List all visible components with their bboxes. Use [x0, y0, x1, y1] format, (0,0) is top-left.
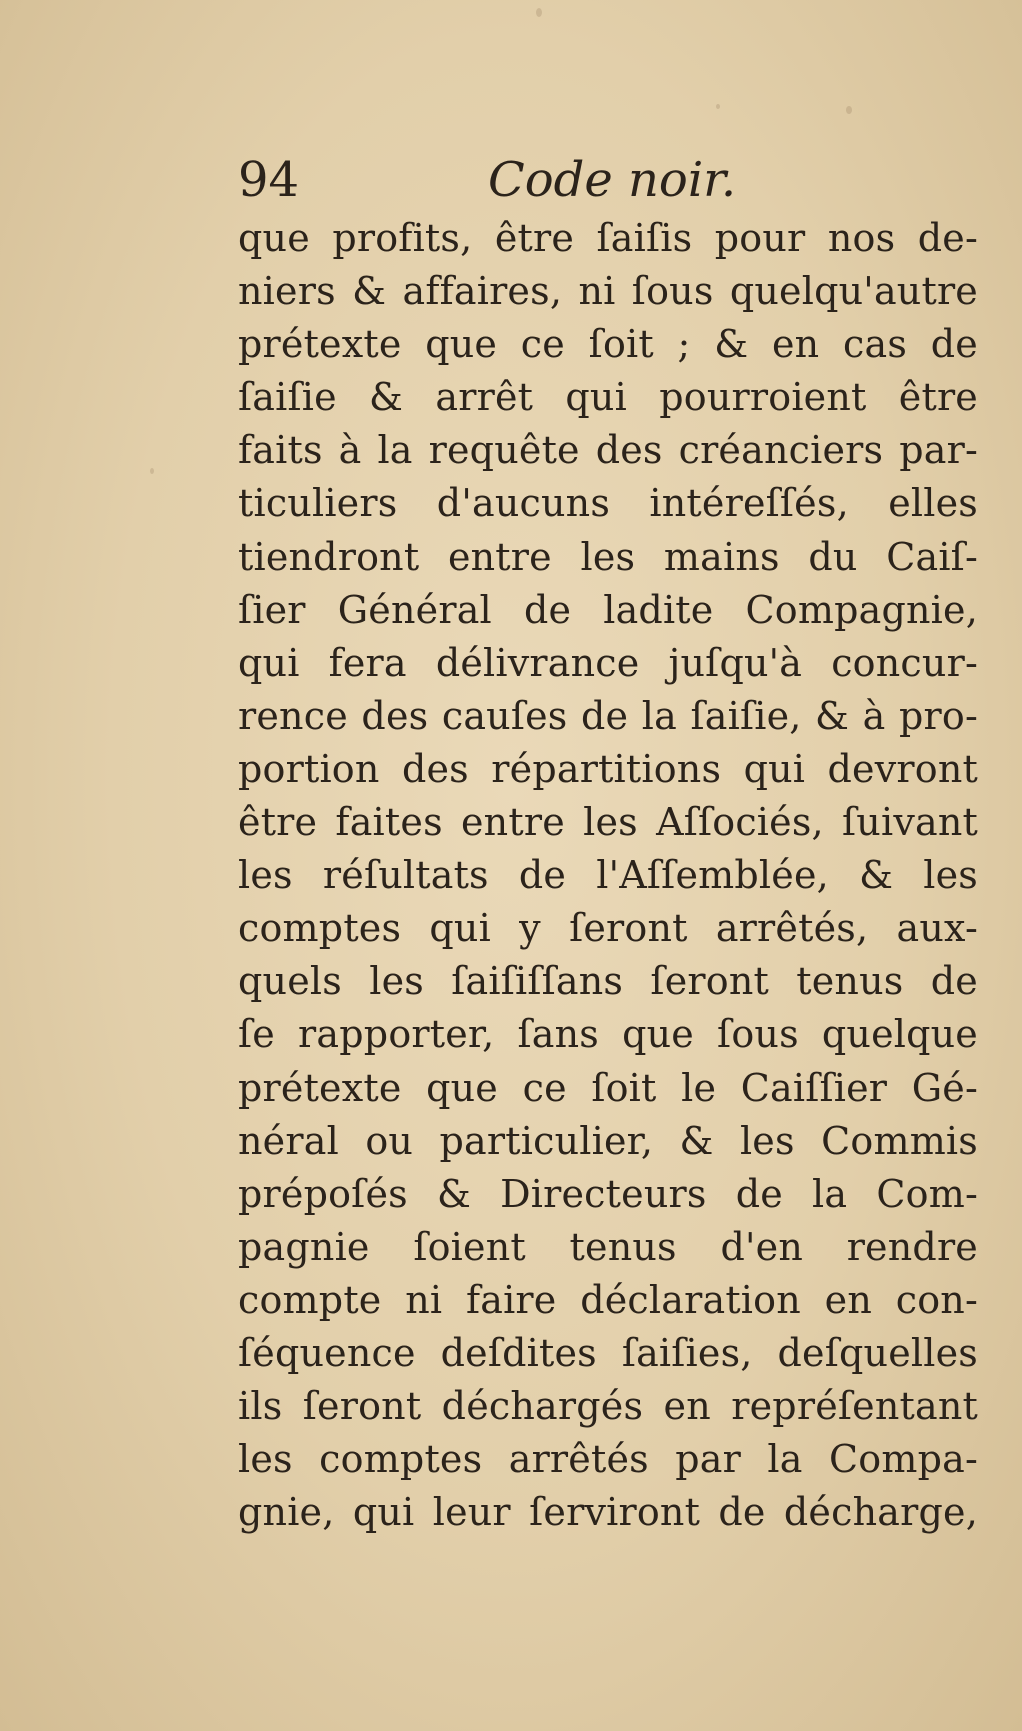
text-line: niers & affaires, ni ſous quelqu'autre — [238, 269, 978, 314]
text-line: ſier Général de ladite Compagnie, — [238, 587, 978, 632]
text-line: comptes qui y ſeront arrêtés, aux- — [238, 906, 978, 951]
text-line: prépoſés & Directeurs de la Com- — [238, 1171, 978, 1216]
text-line: ſéquence deſdites ſaiſies, deſquelles — [238, 1330, 978, 1375]
text-line: tiendront entre les mains du Caiſ- — [238, 534, 978, 579]
body-text — [238, 212, 978, 1539]
text-line: ſaiſie & arrêt qui pourroient être — [238, 375, 978, 420]
page-number: 94 — [238, 152, 300, 208]
paper-stain — [150, 468, 154, 474]
page-header — [238, 148, 978, 212]
text-line: faits à la requête des créanciers par- — [238, 428, 978, 473]
text-line: les réſultats de l'Aſſemblée, & les — [238, 853, 978, 898]
text-line: qui fera délivrance juſqu'à concur- — [238, 640, 978, 685]
text-line: ticuliers d'aucuns intéreſſés, elles — [238, 481, 978, 526]
text-line: compte ni faire déclaration en con- — [238, 1277, 978, 1322]
running-title: Code noir. — [488, 152, 737, 208]
text-line: prétexte que ce ſoit le Caiſſier Gé- — [238, 1065, 978, 1110]
text-line: que profits, être ſaiſis pour nos de- — [238, 216, 978, 260]
paper-stain — [846, 106, 852, 114]
text-line: être faites entre les Aſſociés, ſuivant — [238, 800, 978, 845]
text-line: rence des cauſes de la ſaiſie, & à pro- — [238, 693, 978, 738]
text-line: néral ou particulier, & les Commis — [238, 1118, 978, 1163]
paper-stain — [536, 8, 542, 17]
text-line: prétexte que ce ſoit ; & en cas de — [238, 322, 978, 367]
text-line: quels les ſaiſiſſans ſeront tenus de — [238, 959, 978, 1004]
text-line: les comptes arrêtés par la Compa- — [238, 1437, 978, 1482]
text-line: gnie, qui leur ſerviront de décharge, — [238, 1490, 978, 1535]
text-line: portion des répartitions qui devront — [238, 746, 978, 791]
paper-stain — [716, 104, 720, 109]
text-line: ils ſeront déchargés en repréſentant — [238, 1384, 978, 1429]
text-line: ſe rapporter, ſans que ſous quelque — [238, 1012, 978, 1057]
text-line: pagnie ſoient tenus d'en rendre — [238, 1224, 978, 1269]
